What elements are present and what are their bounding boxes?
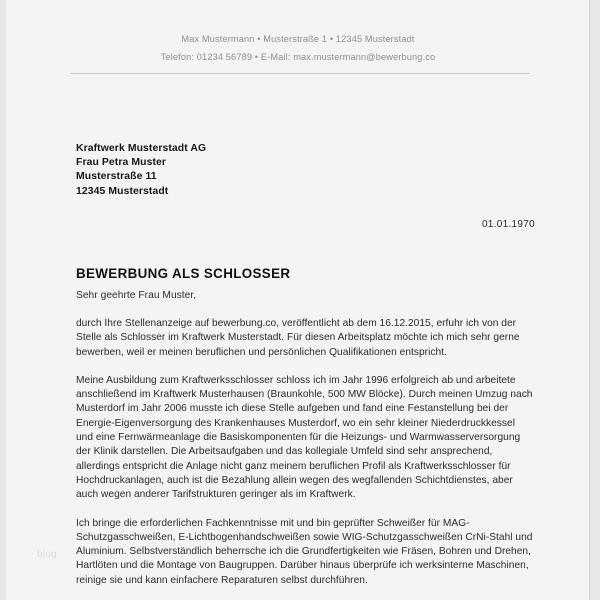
letterhead-divider: [70, 73, 530, 74]
recipient-street: Musterstraße 11: [76, 171, 157, 183]
body-paragraph: Ich bringe die erforderlichen Fachkenntnisse mit und bin geprüfter Schweißer für MAG-Schutzgasschweißen, E-Lichtbogenhandschweißen sowie WIG-Schutzgasschweißen CrNi-Stahl und Aluminium. Selbstverständlich beherrsche ich die Grundfertigkeiten wie Fräsen, Bohren und Drehen, Hartlöten und die Montage von Baugruppen. Darüber hinaus überprüfe ich werksinterne Maschinen, reinige sie und kann einfachere Reparaturen selbst durchführen.: [76, 517, 533, 586]
recipient-person: Frau Petra Muster: [76, 157, 167, 169]
recipient-company: Kraftwerk Musterstadt AG: [76, 143, 207, 154]
letter-page: [6, 0, 590, 600]
letterhead: [6, 0, 590, 66]
letter-salutation: Sehr geehrte Frau Muster,: [76, 290, 197, 301]
letter-subject-heading: BEWERBUNG ALS SCHLOSSER: [76, 266, 291, 281]
body-paragraph: durch Ihre Stellenanzeige auf bewerbung.co, veröffentlicht ab dem 16.12.2015, erfuhr ich von der Stelle als Schlosser im Kraftwerk Musterstadt. Für diesen Arbeitsplatz möchte ich mich sehr gerne bewerben, weil er meinen beruflichen und persönlichen Qualifikationen entspricht.: [76, 318, 520, 358]
recipient-city: 12345 Musterstadt: [76, 185, 169, 197]
recipient-address-block: [76, 142, 206, 199]
page-watermark: blog: [37, 549, 57, 560]
letterhead-sender-address: Max Mustermann • Musterstraße 1 • 12345 Musterstadt: [181, 34, 415, 44]
letterhead-sender-contact: Telefon: 01234 56789 • E-Mail: max.mustermann@bewerbung.co: [160, 52, 436, 62]
letter-date: 01.01.1970: [481, 219, 535, 230]
body-paragraph: Meine Ausbildung zum Kraftwerksschlosser schloss ich im Jahr 1996 erfolgreich ab und arbeitete anschließend im Kraftwerk Musterhausen (Braunkohle, 500 MW Blöcke). Durch meinen Umzug nach Musterdorf im Jahr 2006 musste ich diese Stelle aufgeben und fand eine Festanstellung bei der Energie-Eigenversorgung des Krankenhauses Musterdorf, wo ein sehr kleiner Niederdruckkessel und eine Fernwärmeanlage die Basiskomponenten für die Heizungs- und Warmwasserversorgung der Klinik darstellen. Die Arbeitsaufgaben und das kollegiale Umfeld sind sehr ansprechend, allerdings entspricht die Anlage nicht ganz meinem beruflichen Profil als Kraftwerksschlosser für Hochdruckanlagen, auch ist die Bezahlung allein wegen des wegfallenden Schichtdienstes, aber auch wegen anderer Tarifstrukturen geringer als im Kraftwerk.: [76, 374, 533, 501]
letter-body: [76, 317, 534, 600]
